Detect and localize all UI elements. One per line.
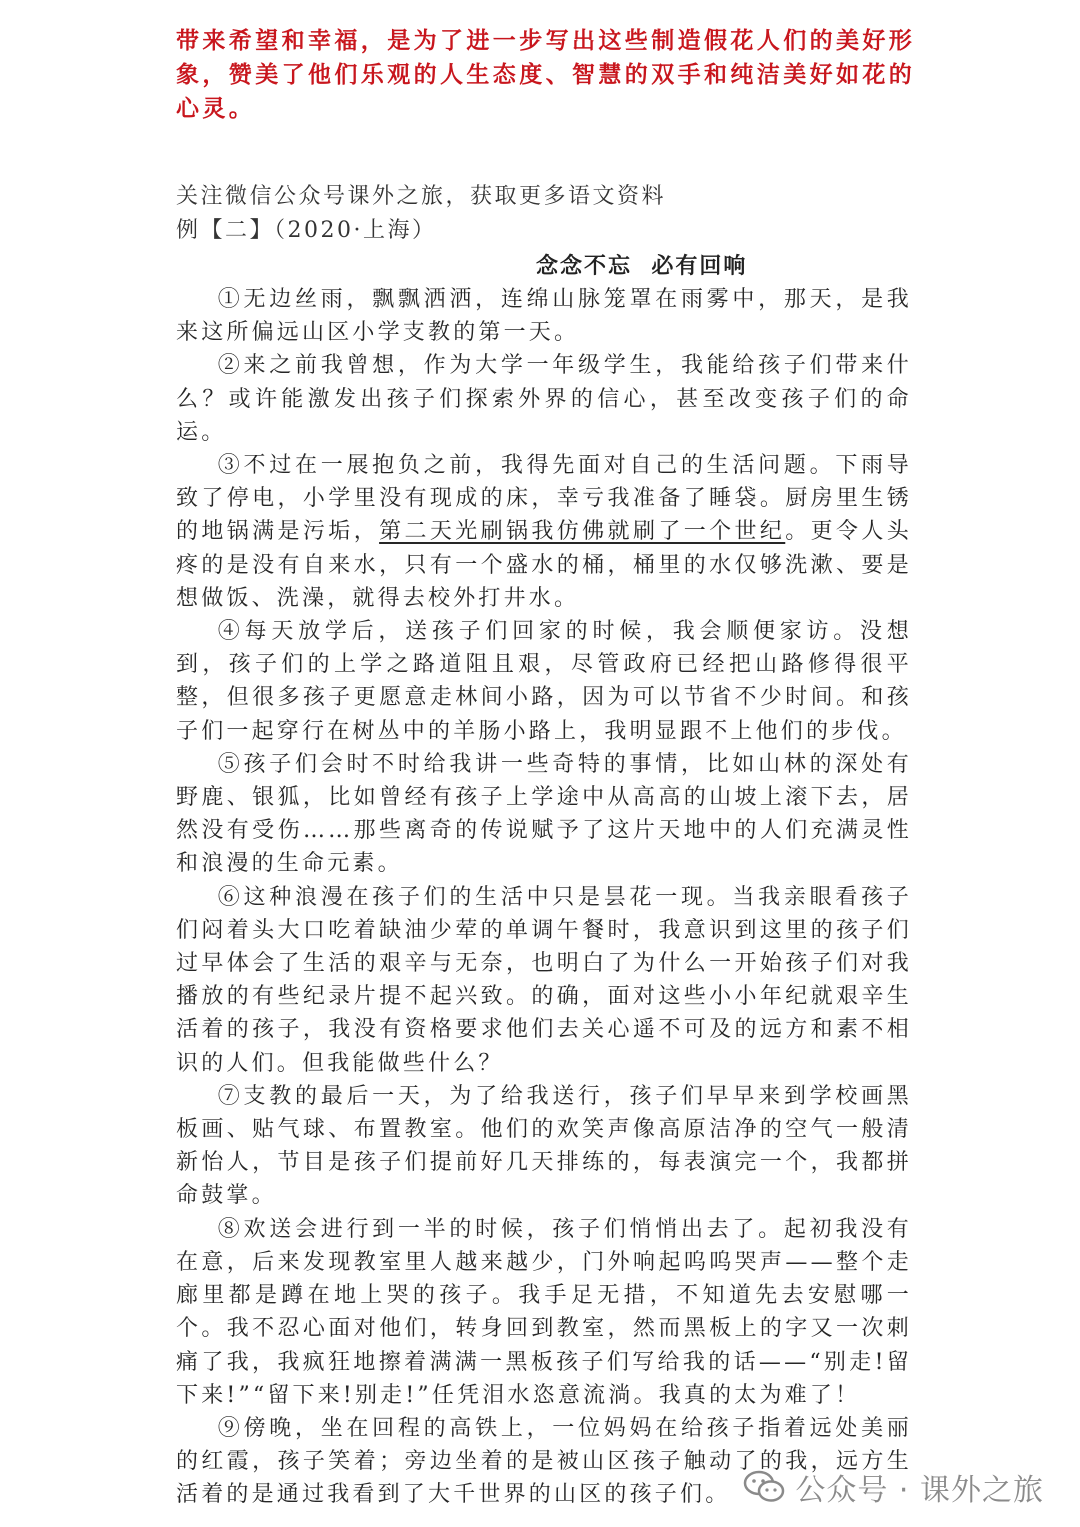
paragraph-1: ①无边丝雨，飘飘洒洒，连绵山脉笼罩在雨雾中，那天，是我来这所偏远山区小学支教的第一天。	[176, 287, 912, 346]
watermark-text: 公众号 · 课外之旅	[795, 1473, 1044, 1508]
paragraph-4: ④每天放学后，送孩子们回家的时候，我会顺便家访。没想到，孩子们的上学之路道阻且艰，尽管政府已经把山路修得很平整，但很多孩子更愿意走林间小路，因为可以节省不少时间。和孩子们一起穿行在树丛中的羊肠小路上，我明显跟不上他们的步伐。	[176, 619, 912, 744]
wechat-official-account-icon	[743, 1469, 785, 1505]
paragraph-3	[176, 449, 912, 615]
article-body	[176, 283, 912, 1512]
paragraph-5: ⑤孩子们会时不时给我讲一些奇特的事情，比如山林的深处有野鹿、银狐，比如曾经有孩子上学途中从高高的山坡上滚下去，居然没有受伤……那些离奇的传说赋予了这片天地中的人们充满灵性和浪漫的生命元素。	[176, 751, 912, 877]
paragraph-6: ⑥这种浪漫在孩子们的生活中只是昙花一现。当我亲眼看孩子们闷着头大口吃着缺油少荤的单调午餐时，我意识到这里的孩子们过早体会了生活的艰辛与无奈，也明白了为什么一开始孩子们对我播放的有些纪录片提不起兴致。的确，面对这些小小年纪就艰辛生活着的孩子，我没有资格要求他们去关心遥不可及的远方和素不相识的人们。但我能做些什么？	[176, 884, 912, 1076]
underlined-sentence: 第二天光刷锅我仿佛就刷了一个世纪	[379, 519, 786, 545]
paragraph-8: ⑧欢送会进行到一半的时候，孩子们悄悄出去了。起初我没有在意，后来发现教室里人越来越少，门外响起呜呜哭声——整个走廊里都是蹲在地上哭的孩子。我手足无措，不知道先去安慰哪一个。我不忍心面对他们，转身回到教室，然而黑板上的字又一次刺痛了我，我疯狂地擦着满满一黑板孩子们写给我的话——“别走!留下来!”“留下来!别走!”任凭泪水恣意流淌。我真的太为难了！	[176, 1216, 912, 1408]
paragraph-7: ⑦支教的最后一天，为了给我送行，孩子们早早来到学校画黑板画、贴气球、布置教室。他们的欢笑声像高原洁净的空气一般清新怡人，节目是孩子们提前好几天排练的，每表演完一个，我都拼命鼓掌。	[176, 1083, 912, 1209]
example-label: 例【二】（2020·上海）	[176, 218, 437, 243]
wechat-notice: 关注微信公众号课外之旅，获取更多语文资料	[176, 184, 667, 209]
article-title: 念念不忘 必有回响	[536, 253, 748, 279]
paragraph-9: ⑨傍晚，坐在回程的高铁上，一位妈妈在给孩子指着远处美丽的红霞，孩子笑着；旁边坐着的是被山区孩子触动了的我，远方生活着的是通过我看到了大千世界的山区的孩子们。	[176, 1415, 912, 1508]
watermark	[743, 1465, 1044, 1509]
paragraph-3-before: ③不过在一展抱负之前，我得先面对自己的生活问题。下雨导致了停电，小学里没有现成的床，幸亏我准备了睡袋。厨房里生锈的地锅满是污垢，	[176, 453, 912, 545]
paragraph-2: ②来之前我曾想，作为大学一年级学生，我能给孩子们带来什么？或许能激发出孩子们探索外界的信心，甚至改变孩子们的命运。	[176, 353, 912, 445]
answer-text: 带来希望和幸福，是为了进一步写出这些制造假花人们的美好形象，赞美了他们乐观的人生态度、智慧的双手和纯洁美好如花的心灵。	[176, 27, 916, 122]
paragraph-3-after: 。更令人头疼的是没有自来水，只有一个盛水的桶，桶里的水仅够洗漱、要是想做饭、洗澡，就得去校外打井水。	[176, 519, 913, 611]
